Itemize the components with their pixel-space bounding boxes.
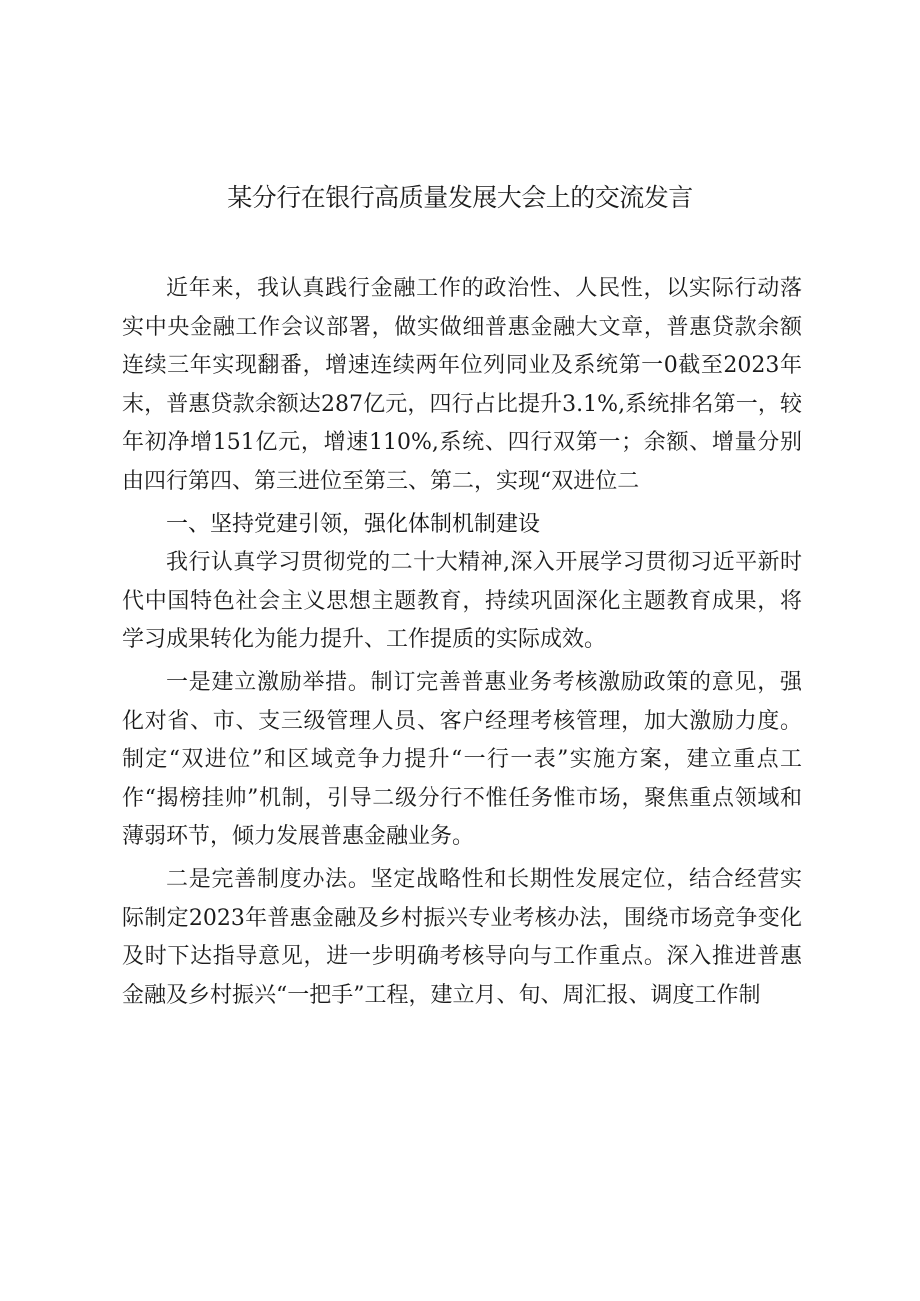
paragraph-section1-2: 一是建立激励举措。制订完善普惠业务考核激励政策的意见，强化对省、市、支三级管理人员、客户经理考核管理，加大激励力度。制定“双进位”和区域竞争力提升“一行一表”实施方案，建立重点工作“揭榜挂帅”机制，引导二级分行不惟任务惟市场，聚焦重点领域和薄弱环节，倾力发展普惠金融业务。 [122, 669, 802, 850]
paragraph-section1-1: 我行认真学习贯彻党的二十大精神,深入开展学习贯彻习近平新时代中国特色社会主义思想主题教育，持续巩固深化主题教育成果，将学习成果转化为能力提升、工作提质的实际成效。 [122, 550, 802, 653]
document-title: 某分行在银行高质量发展大会上的交流发言 [227, 183, 693, 212]
document-body [122, 270, 802, 1015]
section-heading-1: 一、坚持党建引领，强化体制机制建设 [166, 511, 541, 537]
paragraph-section1-3: 二是完善制度办法。坚定战略性和长期性发展定位，结合经营实际制定2023年普惠金融及乡村振兴专业考核办法，围绕市场竞争变化及时下达指导意见，进一步明确考核导向与工作重点。深入推进普惠金融及乡村振兴“一把手”工程，建立月、旬、周汇报、调度工作制 [122, 866, 802, 1008]
paragraph-intro: 近年来，我认真践行金融工作的政治性、人民性，以实际行动落实中央金融工作会议部署，做实做细普惠金融大文章，普惠贷款余额连续三年实现翻番，增速连续两年位列同业及系统第一0截至2023年末，普惠贷款余额达287亿元，四行占比提升3.1%,系统排名第一，较年初净增151亿元，增速110%,系统、四行双第一；余额、增量分别由四行第四、第三进位至第三、第二，实现“双进位二 [122, 276, 802, 494]
